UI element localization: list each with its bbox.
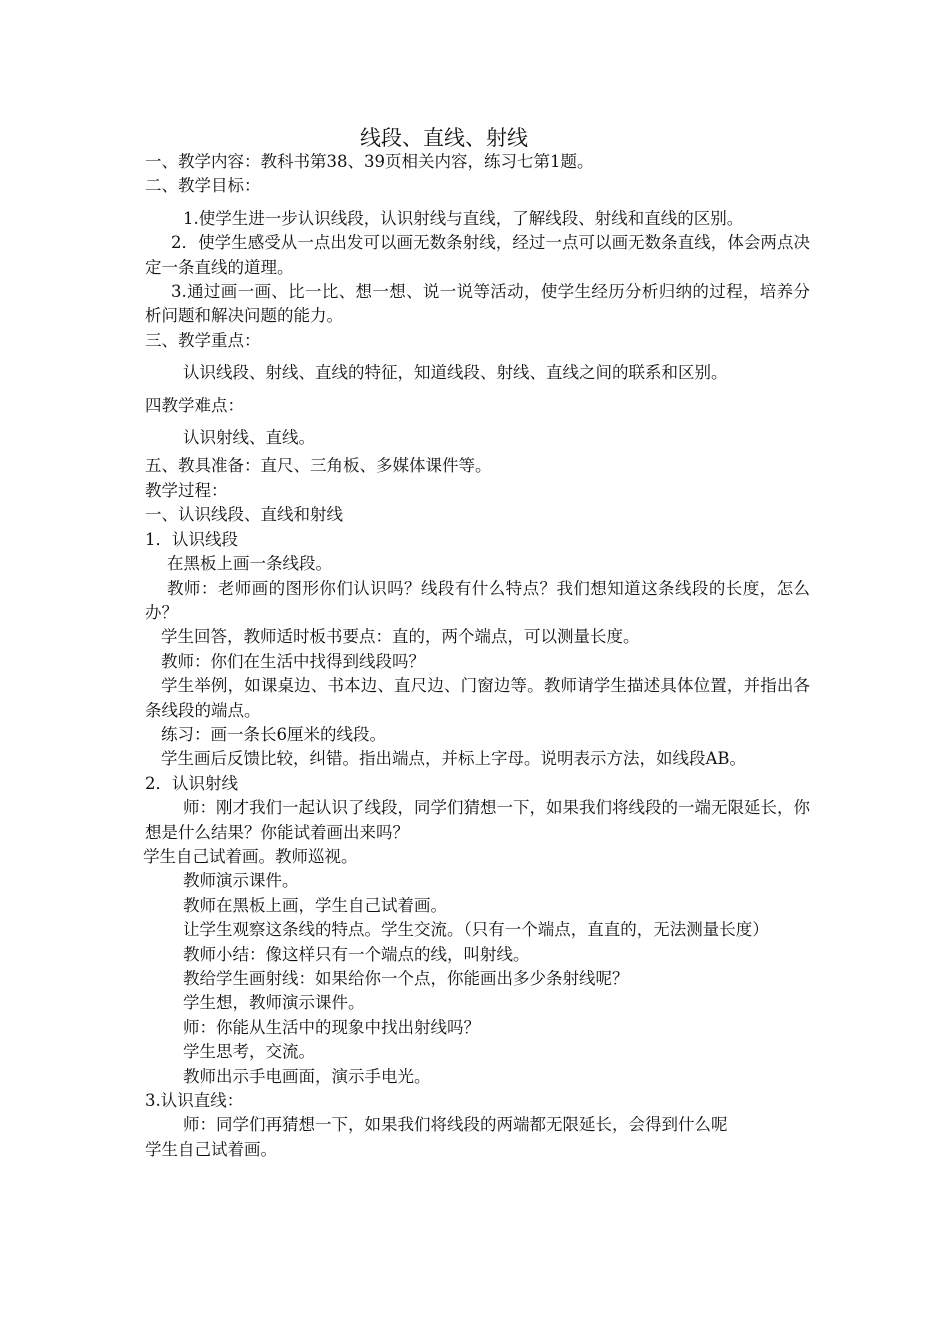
section-tools: 五、教具准备：直尺、三角板、多媒体课件等。 [145, 456, 492, 476]
document-body [145, 150, 810, 1162]
difficulties-text: 认识射线、直线。 [183, 428, 315, 448]
paragraph: 学生自己试着画。 [145, 1139, 277, 1159]
paragraph: 学生自己试着画。教师巡视。 [143, 846, 358, 866]
subsection-ray: 2．认识射线 [145, 773, 238, 793]
paragraph: 师：刚才我们一起认识了线段，同学们猜想一下，如果我们将线段的一端无限延长，你想是什么结果？你能试着画出来吗？ [145, 798, 810, 842]
paragraph: 教师：老师画的图形你们认识吗？线段有什么特点？我们想知道这条线段的长度，怎么办？ [145, 578, 810, 622]
subsection-line-segment: 1．认识线段 [145, 529, 238, 549]
paragraph: 让学生观察这条线的特点。学生交流。（只有一个端点，直直的，无法测量长度） [183, 920, 769, 940]
paragraph: 学生举例，如课桌边、书本边、直尺边、门窗边等。教师请学生描述具体位置，并指出各条线段的端点。 [145, 676, 810, 720]
paragraph: 学生画后反馈比较，纠错。指出端点，并标上字母。说明表示方法，如线段AB。 [161, 749, 747, 769]
subsection-straight-line: 3.认识直线： [145, 1091, 244, 1111]
key-points-text: 认识线段、射线、直线的特征，知道线段、射线、直线之间的联系和区别。 [183, 363, 728, 383]
paragraph: 练习：画一条长6厘米的线段。 [161, 724, 386, 744]
process-part-1: 一、认识线段、直线和射线 [145, 505, 343, 525]
paragraph: 教师在黑板上画，学生自己试着画。 [183, 895, 447, 915]
paragraph: 师：你能从生活中的现象中找出射线吗？ [183, 1017, 480, 1037]
paragraph: 学生想，教师演示课件。 [183, 993, 365, 1013]
section-teaching-goals: 二、教学目标： [145, 176, 261, 196]
section-process: 教学过程： [145, 480, 228, 500]
paragraph: 教师小结：像这样只有一个端点的线，叫射线。 [183, 944, 530, 964]
paragraph: 学生回答，教师适时板书要点：直的，两个端点，可以测量长度。 [161, 627, 640, 647]
goal-3: 3.通过画一画、比一比、想一想、说一说等活动，使学生经历分析归纳的过程，培养分析问题和解决问题的能力。 [145, 282, 810, 326]
paragraph: 师：同学们再猜想一下，如果我们将线段的两端都无限延长，会得到什么呢 [183, 1115, 728, 1135]
paragraph: 学生思考，交流。 [183, 1042, 315, 1062]
goal-2: 2．使学生感受从一点出发可以画无数条射线，经过一点可以画无数条直线，体会两点决定一条直线的道理。 [145, 233, 810, 277]
paragraph: 教给学生画射线：如果给你一个点，你能画出多少条射线呢？ [183, 969, 629, 988]
paragraph: 教师出示手电画面，演示手电光。 [183, 1066, 431, 1086]
paragraph: 教师演示课件。 [183, 871, 299, 891]
section-teaching-content: 一、教学内容：教科书第38、39页相关内容，练习七第1题。 [145, 152, 594, 171]
paragraph: 教师：你们在生活中找得到线段吗？ [161, 651, 425, 671]
section-difficulties: 四教学难点： [145, 395, 244, 415]
section-key-points: 三、教学重点： [145, 330, 261, 350]
paragraph: 在黑板上画一条线段。 [167, 554, 332, 574]
document-title: 线段、直线、射线 [360, 126, 528, 150]
goal-1: 1.使学生进一步认识线段，认识射线与直线，了解线段、射线和直线的区别。 [183, 208, 744, 228]
